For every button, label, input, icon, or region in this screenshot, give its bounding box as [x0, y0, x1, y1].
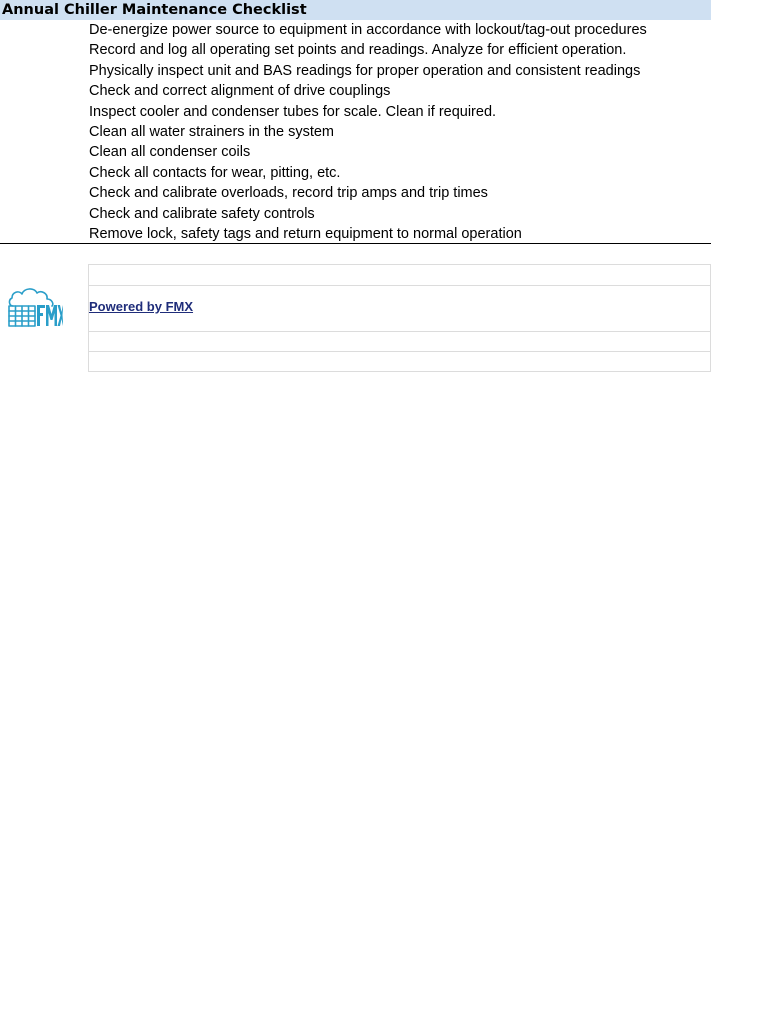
task-item: Inspect cooler and condenser tubes for scale. Clean if required.	[89, 103, 497, 120]
checklist-title: Annual Chiller Maintenance Checklist	[2, 2, 307, 18]
task-item: Check and calibrate safety controls	[89, 205, 315, 222]
task-item: Record and log all operating set points and readings. Analyze for efficient operation.	[89, 42, 627, 59]
task-item: Remove lock, safety tags and return equipment to normal operation	[89, 225, 522, 242]
checklist-title-row	[0, 0, 711, 20]
task-item: De-energize power source to equipment in accordance with lockout/tag-out procedures	[89, 22, 647, 38]
task-item: Check and correct alignment of drive couplings	[89, 83, 391, 100]
fmx-logo-icon	[7, 286, 63, 330]
section-divider	[0, 243, 711, 244]
task-item: Physically inspect unit and BAS readings for proper operation and consistent readings	[89, 62, 641, 79]
footer-row-empty	[88, 264, 711, 285]
footer-row-empty	[88, 331, 711, 351]
task-item: Check all contacts for wear, pitting, etc.	[89, 164, 341, 181]
footer-grid	[88, 264, 711, 372]
task-item: Clean all condenser coils	[89, 144, 251, 161]
footer-row-empty	[88, 351, 711, 372]
task-list	[89, 20, 647, 244]
powered-by-fmx-link[interactable]: Powered by FMX	[89, 299, 194, 314]
task-item: Check and calibrate overloads, record trip amps and trip times	[89, 185, 488, 202]
footer-row-powered	[88, 285, 711, 331]
task-item: Clean all water strainers in the system	[89, 123, 334, 140]
